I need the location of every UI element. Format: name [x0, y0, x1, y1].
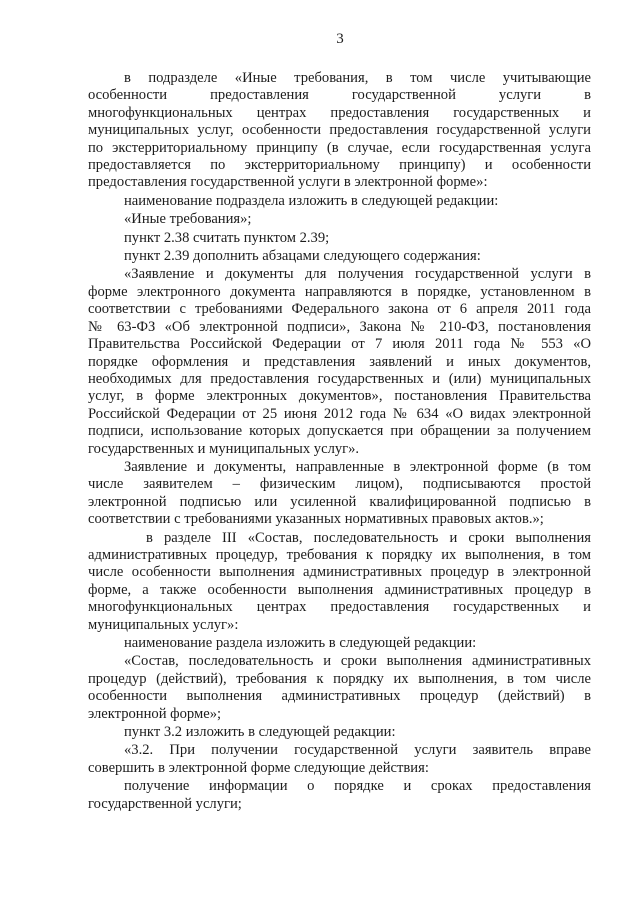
paragraph [88, 653, 591, 723]
text-line: «Иные требования»; [124, 211, 252, 228]
paragraph [88, 530, 591, 634]
text-line: по экстерриториальному принципу (в случае, если государственная услуга [88, 139, 591, 156]
text-line: числе особенности выполнения административных процедур в электронной [88, 564, 591, 581]
text-line: форме, а также особенности выполнения административных процедур в [88, 581, 591, 598]
paragraph [88, 724, 591, 741]
text-line: процедур (действий), требования к порядку их выполнения, в том числе [88, 670, 591, 687]
text-line: услуг, в форме электронных документов», постановления Правительства [88, 388, 591, 405]
paragraph [88, 193, 591, 210]
text-line: форме электронного документа направляются в порядке, установленном в [88, 283, 591, 300]
paragraph [88, 778, 591, 813]
text-line: соответствии с требованиями указанных нормативных правовых актов.»; [88, 511, 544, 528]
text-line: наименование раздела изложить в следующей редакции: [124, 635, 477, 651]
text-line: необходимых для предоставления государственных и (или) муниципальных [88, 370, 591, 387]
paragraph [88, 230, 591, 247]
paragraph [88, 211, 591, 228]
text-line: подписи, использование которых допускается при обращении за получением [88, 423, 591, 440]
text-line: числе заявителем – физическим лицом), подписываются простой [88, 476, 591, 493]
text-line: муниципальных услуг, особенности предоставления государственной услуги [88, 122, 591, 139]
paragraph [88, 635, 591, 652]
text-line: «3.2. При получении государственной услуги заявитель вправе [124, 742, 591, 759]
text-line: Правительства Российской Федерации от 7 июля 2011 года № 553 «О [88, 336, 591, 353]
text-line: государственных и муниципальных услуг». [88, 440, 360, 457]
text-line: совершить в электронной форме следующие действия: [88, 759, 429, 776]
text-line: в подразделе «Иные требования, в том числе учитывающие [124, 70, 591, 86]
text-line: муниципальных услуг»: [88, 616, 239, 633]
text-line: соответствии с требованиями Федерального закона от 6 апреля 2011 года [88, 301, 591, 318]
text-line: «Состав, последовательность и сроки выполнения административных [124, 653, 591, 670]
text-line: многофункциональных центрах предоставления государственных и [88, 104, 591, 121]
text-line: особенности предоставления государственной услуги в [88, 87, 591, 104]
text-line: электронной подписью или усиленной квалифицированной подписью в [88, 493, 591, 510]
text-line: пункт 3.2 изложить в следующей редакции: [124, 724, 396, 741]
paragraph [88, 459, 591, 529]
paragraph [88, 70, 591, 192]
text-line: административных процедур, требования к порядку их выполнения, в том [88, 546, 591, 563]
text-line: Российской Федерации от 25 июня 2012 года № 634 «О видах электронной [88, 405, 591, 422]
text-line: «Заявление и документы для получения государственной услуги в [124, 266, 591, 283]
text-line: № 63-ФЗ «Об электронной подписи», Закона № 210-ФЗ, постановления [88, 318, 591, 335]
text-line: наименование подраздела изложить в следующей редакции: [124, 192, 499, 209]
paragraph [88, 248, 591, 265]
document-body [88, 70, 591, 814]
text-line: электронной форме»; [88, 705, 222, 722]
paragraph [88, 266, 591, 457]
text-line: особенности выполнения административных процедур (действий) в [88, 688, 591, 705]
text-line: государственной услуги; [88, 795, 242, 812]
text-line: Заявление и документы, направленные в электронной форме (в том [124, 458, 591, 475]
text-line: получение информации о порядке и сроках предоставления [124, 778, 591, 795]
text-line: многофункциональных центрах предоставления государственных и [88, 599, 591, 616]
text-line: пункт 2.38 считать пунктом 2.39; [124, 229, 330, 246]
text-line: в разделе III «Состав, последовательность и сроки выполнения [146, 529, 591, 546]
paragraph [88, 742, 591, 777]
page-number: 3 [336, 31, 344, 47]
text-line: порядке оформления и представления заявлений и иных документов, [88, 353, 591, 370]
text-line: предоставляется по экстерриториальному принципу) и особенности [88, 157, 591, 174]
text-line: пункт 2.39 дополнить абзацами следующего содержания: [124, 248, 481, 265]
text-line: предоставления государственной услуги в электронной форме»: [88, 174, 488, 191]
